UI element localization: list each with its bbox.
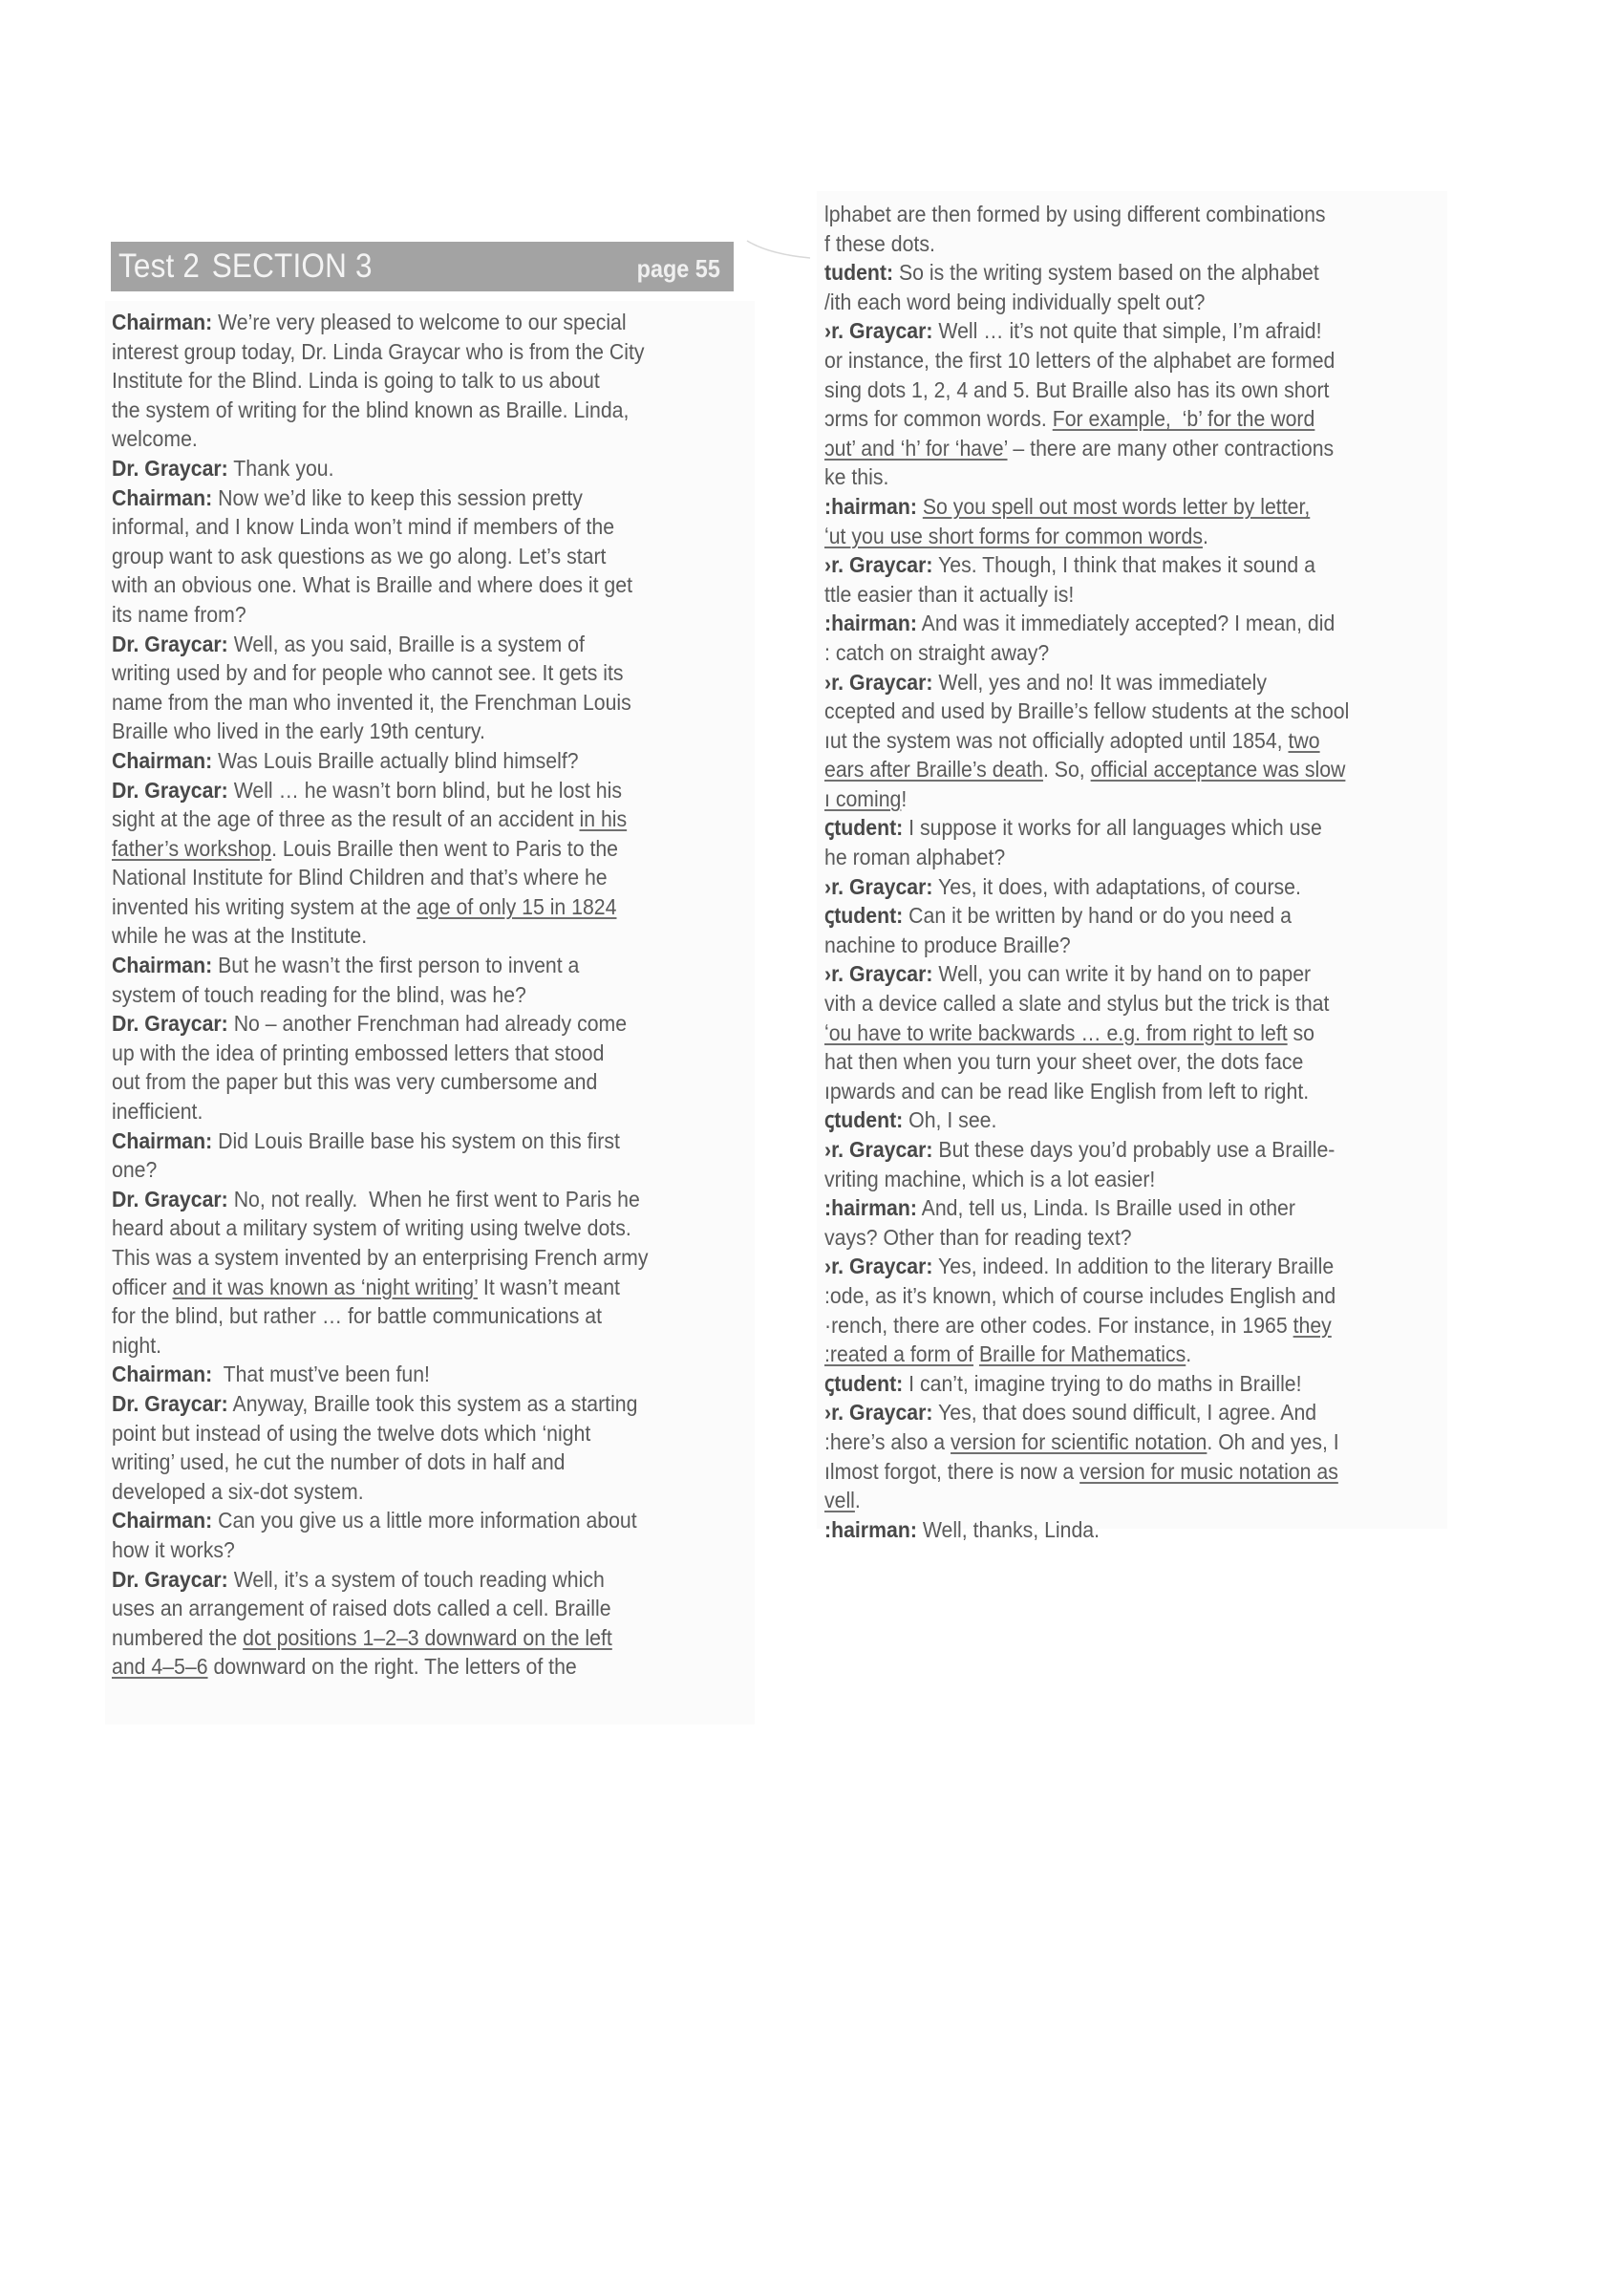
transcript-line [824,434,1412,463]
transcript-line [824,1427,1412,1457]
transcript-line [824,1193,1412,1223]
speaker-label: Dr. Graycar: [112,1186,228,1212]
speaker-label: ›r. Graycar: [824,1254,933,1279]
underlined-answer: father’s workshop [112,835,272,861]
underlined-answer: ɔut’ and ‘h’ for ‘have’ [824,435,1008,461]
transcript-line [824,580,1412,610]
speaker-label: Dr. Graycar: [112,455,228,481]
transcript-line [112,1565,699,1595]
transcript-line [824,375,1412,405]
line-text: Anyway, Braille took this system as a starting [227,1390,638,1416]
section-number: SECTION 3 [211,247,373,285]
speaker-label: ›r. Graycar: [824,318,933,344]
transcript-line [824,1019,1412,1048]
speaker-label: Chairman: [112,1362,213,1387]
line-text: ıut the system was not officially adopted until 1854, [824,727,1289,753]
line-text: sing dots 1, 2, 4 and 5. But Braille also has its own short [824,376,1330,402]
line-text: with an obvious one. What is Braille and where does it get [112,572,632,598]
line-text: sight at the age of three as the result of an accident [112,806,580,832]
line-text: downward on the right. The letters of the [207,1654,577,1680]
transcript-line [112,1097,699,1126]
transcript-right-column [824,200,1474,1544]
line-text: This was a system invented by an enterprising French army [112,1245,649,1270]
transcript-line [824,1515,1412,1545]
line-text: uses an arrangement of raised dots called a cell. Braille [112,1596,611,1621]
decorative-curve [745,237,812,266]
transcript-line [112,1447,699,1477]
transcript-line [112,892,699,922]
transcript-line [824,609,1412,638]
transcript-line [824,200,1412,229]
speaker-label: Chairman: [112,484,213,510]
line-text: Now we’d like to keep this session pretty [212,484,583,510]
transcript-line [112,396,699,425]
transcript-line [824,901,1412,931]
line-text: . [1202,523,1208,548]
speaker-label: Dr. Graycar: [112,1011,228,1037]
underlined-answer: version for music notation as [1079,1458,1338,1484]
line-text: hat then when you turn your sheet over, the dots face [824,1049,1304,1075]
line-text: . So, [1042,757,1091,783]
transcript-line [824,668,1412,697]
line-text: . Louis Braille then went to Paris to the [271,835,619,861]
transcript-line [112,630,699,659]
transcript-line [824,1311,1412,1340]
line-text: ! [901,785,908,811]
transcript-line [824,1223,1412,1253]
line-text: . [854,1488,861,1513]
line-text: Well, it’s a system of touch reading which [227,1566,605,1592]
line-text: /ith each word being individually spelt out? [824,289,1206,314]
line-text: writing’ used, he cut the number of dots in half and [112,1449,566,1475]
transcript-line [824,522,1412,551]
underlined-answer: For example, ‘b’ for the word [1052,406,1315,432]
line-text: Oh, I see. [903,1107,997,1133]
line-text: the system of writing for the blind known as Braille. Linda, [112,397,630,422]
line-text: officer [112,1274,173,1299]
line-text: And was it immediately accepted? I mean, did [916,611,1336,636]
transcript-line [112,1126,699,1156]
transcript-line [112,512,699,542]
transcript-line [824,1369,1412,1399]
transcript-line [824,492,1412,522]
line-text: I can’t, imagine trying to do maths in Braille! [903,1370,1302,1396]
transcript-line [112,542,699,571]
speaker-label: ꞔtudent: [824,1107,904,1133]
speaker-label: ›r. Graycar: [824,1137,933,1162]
line-text: developed a six-dot system. [112,1478,364,1504]
line-text: welcome. [112,426,198,452]
section-header-bar [111,242,734,291]
line-text: And, tell us, Linda. Is Braille used in other [916,1195,1295,1221]
transcript-line [824,697,1412,726]
line-text: That must’ve been fun! [212,1362,430,1387]
line-text: National Institute for Blind Children and that’s where he [112,865,608,890]
transcript-line [824,1252,1412,1281]
underlined-answer: Braille for Mathematics [978,1341,1186,1367]
transcript-line [824,872,1412,902]
line-text: ttle easier than it actually is! [824,581,1075,607]
transcript-line [112,1652,699,1682]
transcript-line [112,1243,699,1273]
transcript-line [112,658,699,688]
speaker-label: tudent: [824,260,894,286]
transcript-line [824,784,1412,814]
line-text: :ode, as it’s known, which of course includes English and [824,1282,1336,1308]
line-text: out from the paper but this was very cumbersome and [112,1069,598,1095]
underlined-answer: ʻou have to write backwards … e.g. from right to left [824,1019,1288,1045]
transcript-line [824,931,1412,960]
line-text: Can it be written by hand or do you need a [903,903,1292,929]
transcript-line [824,1135,1412,1165]
underlined-answer: in his [579,806,628,832]
transcript-line [824,1281,1412,1311]
transcript-line [112,1623,699,1653]
line-text: night. [112,1332,162,1358]
transcript-line [824,1486,1412,1515]
transcript-line [824,1340,1412,1369]
line-text: heard about a military system of writing using twelve dots. [112,1215,631,1241]
line-text: vriting machine, which is a lot easier! [824,1166,1156,1191]
speaker-label: ꞔtudent: [824,903,904,929]
transcript-line [112,1535,699,1565]
line-text: Braille who lived in the early 19th century. [112,718,485,744]
line-text: . Oh and yes, I [1207,1428,1339,1454]
line-text: No, not really. When he first went to Paris he [227,1186,640,1212]
underlined-answer: official acceptance was slow [1090,757,1346,783]
line-text: But he wasn’t the first person to invent a [212,953,580,978]
underlined-answer: So you spell out most words letter by letter, [922,493,1311,519]
transcript-line [824,404,1412,434]
transcript-line [112,863,699,892]
line-text: ɔrms for common words. [824,406,1053,432]
transcript-line [112,980,699,1010]
speaker-label: Chairman: [112,1508,213,1533]
line-text: So is the writing system based on the alphabet [893,260,1319,286]
transcript-line [824,843,1412,872]
transcript-line [112,1360,699,1389]
transcript-line [824,813,1412,843]
speaker-label: ›r. Graycar: [824,873,933,899]
speaker-label: ›r. Graycar: [824,961,933,987]
line-text: ccepted and used by Braille’s fellow students at the school [824,698,1350,724]
line-text: Yes, that does sound difficult, I agree. And [932,1400,1317,1426]
transcript-line [824,638,1412,668]
line-text: Well … it’s not quite that simple, I’m afraid! [932,318,1322,344]
line-text: vith a device called a slate and stylus but the trick is that [824,991,1330,1017]
underlined-answer: two [1288,727,1320,753]
line-text: ke this. [824,464,889,490]
line-text: : catch on straight away? [824,639,1050,665]
speaker-label: Dr. Graycar: [112,777,228,803]
line-text: numbered the [112,1624,244,1650]
speaker-label: :hairman: [824,1516,917,1542]
transcript-line [112,570,699,600]
line-text: Yes, it does, with adaptations, of course. [932,873,1301,899]
transcript-line [112,717,699,746]
transcript-line [112,1477,699,1507]
underlined-answer: ears after Braille’s death [824,757,1043,783]
speaker-label: Chairman: [112,310,213,334]
transcript-line [824,989,1412,1019]
speaker-label: ꞔtudent: [824,815,904,841]
transcript-line [824,1105,1412,1135]
line-text: But these days you’d probably use a Braille- [932,1137,1336,1162]
transcript-line [112,1594,699,1623]
line-text: – there are many other contractions [1007,435,1335,461]
line-text: how it works? [112,1536,235,1562]
line-text: Was Louis Braille actually blind himself? [212,747,579,773]
speaker-label: Dr. Graycar: [112,1566,228,1592]
speaker-label: Dr. Graycar: [112,631,228,656]
line-text: Thank you. [227,455,334,481]
line-text: ·rench, there are other codes. For instance, in 1965 [824,1312,1293,1338]
line-text: nachine to produce Braille? [824,932,1071,957]
line-text: point but instead of using the twelve dots which ‘night [112,1420,591,1446]
underlined-answer: and it was known as ‘night writing’ [172,1274,479,1299]
line-text: one? [112,1157,158,1183]
transcript-line [824,1077,1412,1106]
line-text: informal, and I know Linda won’t mind if members of the [112,514,615,540]
transcript-line [824,1457,1412,1487]
line-text: Did Louis Braille base his system on this first [212,1127,620,1153]
underlined-answer: vell [824,1488,855,1513]
transcript-line [824,550,1412,580]
speaker-label: :hairman: [824,1195,917,1221]
transcript-line [112,776,699,805]
transcript-line [824,1165,1412,1194]
transcript-line [112,337,699,367]
page-number: page 55 [636,254,720,283]
transcript-line [824,755,1412,784]
transcript-line [112,1331,699,1361]
line-text: Can you give us a little more information about [212,1508,637,1533]
underlined-answer: :reated a form of [824,1341,974,1367]
line-text: I suppose it works for all languages which use [903,815,1322,841]
transcript-line [824,316,1412,346]
transcript-line [824,1047,1412,1077]
line-text: Well, thanks, Linda. [916,1516,1100,1542]
speaker-label: Chairman: [112,1127,213,1153]
speaker-label: :hairman: [824,493,917,519]
transcript-line [824,959,1412,989]
transcript-line [112,366,699,396]
line-text: Yes, indeed. In addition to the literary Braille [932,1254,1335,1279]
line-text: he roman alphabet? [824,845,1006,870]
underlined-answer: age of only 15 in 1824 [417,893,617,919]
line-text: lphabet are then formed by using different combinations [824,202,1326,226]
transcript-line [824,726,1412,756]
line-text: name from the man who invented it, the Frenchman Louis [112,689,631,715]
transcript-line [112,746,699,776]
transcript-line [112,1389,699,1419]
underlined-answer: and 4–5–6 [112,1654,208,1680]
transcript-line [112,1506,699,1535]
transcript-line [112,600,699,630]
speaker-label: ꞔtudent: [824,1370,904,1396]
transcript-line [112,1009,699,1039]
transcript-line [824,462,1412,492]
section-title [118,246,373,288]
line-text: Well … he wasn’t born blind, but he lost his [227,777,622,803]
underlined-answer: ʻut you use short forms for common words [824,523,1203,548]
transcript-line [112,804,699,834]
transcript-line [112,951,699,980]
transcript-line [112,1301,699,1331]
line-text: writing used by and for people who cannot see. It gets its [112,660,624,686]
line-text: or instance, the first 10 letters of the alphabet are formed [824,347,1336,373]
line-text: up with the idea of printing embossed letters that stood [112,1040,605,1065]
line-text: We’re very pleased to welcome to our special [212,310,627,334]
line-text: Well, yes and no! It was immediately [932,669,1267,695]
line-text: while he was at the Institute. [112,923,368,949]
line-text: Well, you can write it by hand on to paper [932,961,1312,987]
transcript-line [112,483,699,513]
line-text: invented his writing system at the [112,893,417,919]
transcript-line [112,921,699,951]
line-text: f these dots. [824,230,935,256]
transcript-line [112,1419,699,1448]
underlined-answer: they [1293,1312,1332,1338]
speaker-label: ›r. Graycar: [824,669,933,695]
line-text: It wasn’t meant [478,1274,620,1299]
transcript-line [824,258,1412,288]
line-text: for the blind, but rather … for battle communications at [112,1303,603,1329]
line-text: Well, as you said, Braille is a system of [227,631,585,656]
transcript-line [112,1273,699,1302]
transcript-left-column [112,308,761,1682]
underlined-answer: dot positions 1–2–3 downward on the left [243,1624,612,1650]
speaker-label: Chairman: [112,747,213,773]
transcript-line [824,346,1412,375]
transcript-line [112,1155,699,1185]
line-text: ılmost forgot, there is now a [824,1458,1080,1484]
line-text: so [1287,1019,1315,1045]
line-text: inefficient. [112,1099,203,1125]
transcript-line [112,1039,699,1068]
transcript-line [824,229,1412,259]
speaker-label: :hairman: [824,611,917,636]
underlined-answer: ı coming [824,785,902,811]
line-text: :here’s also a [824,1428,951,1454]
speaker-label: ›r. Graycar: [824,552,933,578]
line-text: . [1186,1341,1192,1367]
transcript-line [112,1213,699,1243]
transcript-line [112,454,699,483]
test-number: Test 2 [118,247,201,285]
transcript-line [112,424,699,454]
transcript-line [112,1185,699,1214]
line-text: No – another Frenchman had already come [227,1011,628,1037]
transcript-line [112,834,699,864]
transcript-line [824,1398,1412,1427]
line-text: group want to ask questions as we go along. Let’s start [112,543,607,568]
transcript-line [112,1067,699,1097]
line-text: Yes. Though, I think that makes it sound a [932,552,1315,578]
transcript-line [824,288,1412,317]
speaker-label: ›r. Graycar: [824,1400,933,1426]
speaker-label: Dr. Graycar: [112,1390,228,1416]
line-text: Institute for the Blind. Linda is going to talk to us about [112,368,600,394]
underlined-answer: version for scientific notation [951,1428,1207,1454]
line-text: interest group today, Dr. Linda Graycar who is from the City [112,338,645,364]
speaker-label: Chairman: [112,953,213,978]
line-text: vays? Other than for reading text? [824,1224,1132,1250]
transcript-line [112,688,699,718]
transcript-line [112,308,699,337]
line-text: ıpwards and can be read like English from left to right. [824,1078,1310,1104]
line-text: its name from? [112,601,246,627]
line-text: system of touch reading for the blind, was he? [112,981,526,1007]
